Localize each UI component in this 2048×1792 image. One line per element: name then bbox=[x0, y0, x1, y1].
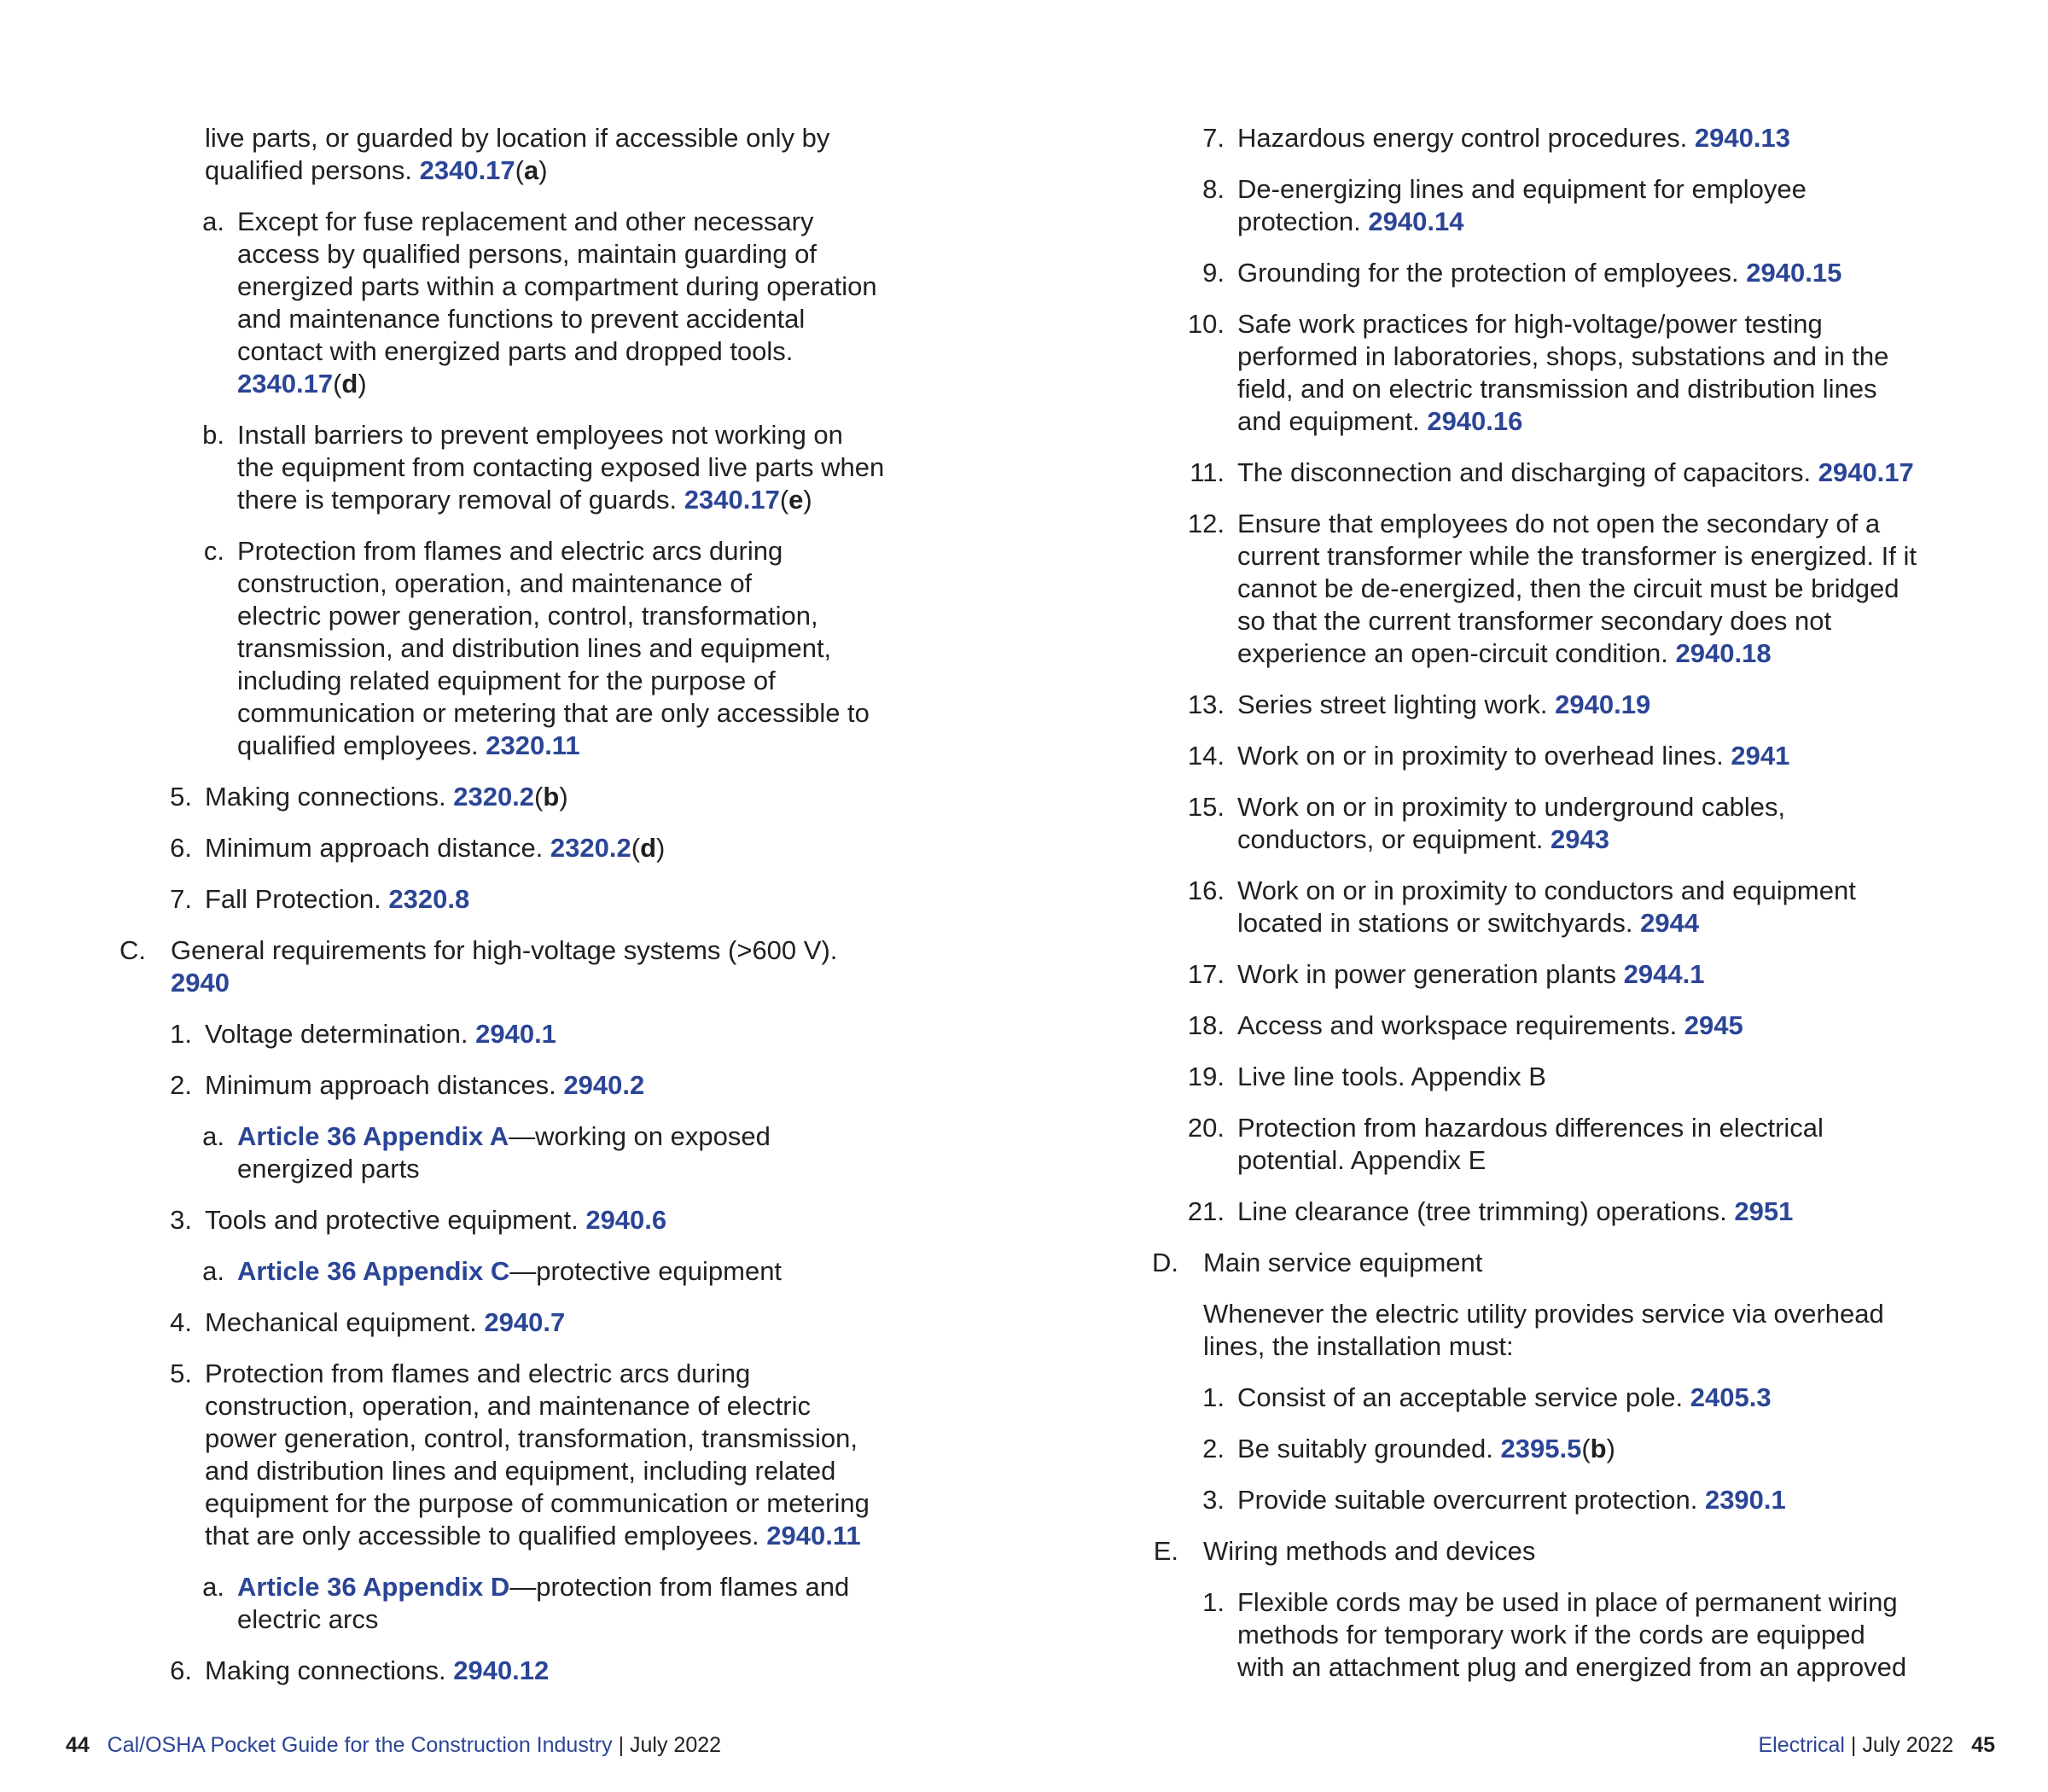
item-marker: 6. bbox=[170, 833, 192, 863]
item-marker: 19. bbox=[1187, 1062, 1225, 1091]
item-marker: a. bbox=[202, 1121, 224, 1151]
item-text: Work in power generation plants bbox=[1237, 959, 1624, 989]
subsection-letter: d bbox=[640, 833, 657, 863]
regulation-reference: 2320.11 bbox=[486, 730, 580, 760]
footer-date: July 2022 bbox=[1862, 1733, 1954, 1757]
item-text: ( bbox=[779, 485, 789, 515]
outline-item bbox=[170, 1306, 909, 1339]
item-text: Minimum approach distance. bbox=[205, 833, 550, 863]
left-page-footer bbox=[66, 1732, 721, 1758]
item-text: ) bbox=[1606, 1434, 1615, 1463]
item-marker: C. bbox=[119, 935, 146, 965]
item-marker: 21. bbox=[1187, 1196, 1225, 1226]
regulation-reference: 2940 bbox=[171, 968, 230, 998]
item-text: The disconnection and discharging of capacitors. bbox=[1237, 457, 1818, 487]
item-text: Grounding for the protection of employees. bbox=[1237, 258, 1747, 288]
item-text: Live line tools. Appendix B bbox=[1237, 1062, 1546, 1091]
item-text: ( bbox=[534, 782, 544, 812]
outline-item bbox=[1152, 1247, 1950, 1279]
item-marker: 2. bbox=[1202, 1434, 1225, 1463]
outline-item bbox=[170, 1204, 909, 1236]
item-marker: b. bbox=[202, 420, 224, 450]
item-text: Main service equipment bbox=[1203, 1248, 1483, 1277]
item-text: —protection from flames and electric arcs bbox=[237, 1572, 850, 1634]
item-text: Protection from flames and electric arcs during construction, operation, and maintenance of electric power generation, control, transformation, transmission, and distribution lines and equipment, including related equipment for the purpose of communication or metering that are only accessible to qualified employees. bbox=[237, 536, 870, 760]
item-text: Making connections. bbox=[205, 782, 454, 812]
regulation-reference: 2340.17 bbox=[684, 485, 780, 515]
regulation-reference: 2320.2 bbox=[453, 782, 535, 812]
item-marker: a. bbox=[202, 1572, 224, 1602]
item-text: Be suitably grounded. bbox=[1237, 1434, 1501, 1463]
item-marker: 16. bbox=[1187, 876, 1225, 905]
outline-item bbox=[1187, 958, 1950, 991]
item-marker: 1. bbox=[1202, 1382, 1225, 1412]
regulation-reference: 2940.13 bbox=[1694, 123, 1790, 153]
outline-item bbox=[202, 419, 909, 516]
item-text: Access and workspace requirements. bbox=[1237, 1010, 1684, 1040]
item-text: Safe work practices for high-voltage/power testing performed in laboratories, shops, substations and in the field, and on electric transmission and distribution lines and equipment. bbox=[1237, 309, 1889, 436]
item-marker: 12. bbox=[1187, 509, 1225, 538]
item-text: Tools and protective equipment. bbox=[205, 1205, 586, 1235]
regulation-reference: 2940.12 bbox=[453, 1655, 550, 1685]
outline-item bbox=[1202, 257, 1950, 289]
outline-item bbox=[1187, 1009, 1950, 1042]
item-text: Making connections. bbox=[205, 1655, 454, 1685]
item-text: Minimum approach distances. bbox=[205, 1070, 564, 1100]
regulation-reference: 2951 bbox=[1734, 1196, 1794, 1226]
regulation-reference: 2940.6 bbox=[585, 1205, 667, 1235]
item-text: Install barriers to prevent employees not working on the equipment from contacting exposed live parts when there is temporary removal of guards. bbox=[237, 420, 885, 515]
item-text: ) bbox=[538, 155, 548, 185]
outline-item bbox=[1187, 1061, 1950, 1093]
item-text: Work on or in proximity to overhead lines. bbox=[1237, 741, 1731, 771]
left-page-number: 44 bbox=[66, 1733, 90, 1757]
item-marker: D. bbox=[1152, 1248, 1178, 1277]
item-marker: 20. bbox=[1187, 1113, 1225, 1143]
outline-item bbox=[202, 1255, 909, 1288]
regulation-reference: Article 36 Appendix D bbox=[237, 1572, 510, 1602]
footer-date: July 2022 bbox=[630, 1733, 722, 1757]
item-text: —protective equipment bbox=[509, 1256, 783, 1286]
outline-item bbox=[202, 206, 909, 400]
item-text: ) bbox=[656, 833, 666, 863]
regulation-reference: 2941 bbox=[1731, 741, 1790, 771]
item-marker: 2. bbox=[170, 1070, 192, 1100]
outline-item bbox=[1202, 1586, 1950, 1684]
subsection-letter: b bbox=[543, 782, 560, 812]
regulation-reference: 2405.3 bbox=[1690, 1382, 1772, 1412]
item-text: Work on or in proximity to conductors and equipment located in stations or switchyards. bbox=[1237, 876, 1856, 938]
regulation-reference: 2940.19 bbox=[1555, 689, 1651, 719]
item-text: Line clearance (tree trimming) operations. bbox=[1237, 1196, 1735, 1226]
outline-item bbox=[1187, 1196, 1950, 1228]
outline-item bbox=[202, 1571, 909, 1636]
item-text: Fall Protection. bbox=[205, 884, 389, 914]
outline-item bbox=[1187, 740, 1950, 772]
section-name: Electrical bbox=[1758, 1733, 1845, 1757]
item-marker: 3. bbox=[170, 1205, 192, 1235]
outline-item bbox=[1202, 122, 1950, 154]
right-page-number: 45 bbox=[1971, 1733, 1995, 1757]
item-marker: 9. bbox=[1202, 258, 1225, 288]
right-page-column bbox=[1152, 122, 1950, 1702]
item-text: Mechanical equipment. bbox=[205, 1307, 485, 1337]
item-marker: a. bbox=[202, 1256, 224, 1286]
right-page-footer bbox=[1758, 1732, 1995, 1758]
regulation-reference: 2940.11 bbox=[766, 1521, 861, 1551]
outline-item bbox=[1187, 308, 1950, 438]
item-marker: 1. bbox=[170, 1019, 192, 1049]
outline-item bbox=[1187, 791, 1950, 856]
item-marker: 5. bbox=[170, 782, 192, 812]
subsection-letter: e bbox=[788, 485, 804, 515]
outline-item bbox=[170, 1018, 909, 1050]
outline-item bbox=[170, 1358, 909, 1552]
outline-item bbox=[170, 781, 909, 813]
item-text: Protection from flames and electric arcs during construction, operation, and maintenance of electric power generation, control, transformation, transmission, and distribution lines and equipment, including related equipment for the purpose of communication or metering that are only accessible to qualified employees. bbox=[205, 1359, 870, 1551]
outline-paragraph bbox=[205, 122, 909, 187]
regulation-reference: 2940.15 bbox=[1746, 258, 1842, 288]
outline-item bbox=[1187, 689, 1950, 721]
regulation-reference: 2390.1 bbox=[1704, 1485, 1786, 1515]
regulation-reference: 2940.17 bbox=[1818, 457, 1914, 487]
regulation-reference: 2395.5 bbox=[1500, 1434, 1582, 1463]
item-text: ( bbox=[515, 155, 524, 185]
item-marker: 11. bbox=[1190, 457, 1225, 487]
item-marker: 17. bbox=[1187, 959, 1225, 989]
item-text: Except for fuse replacement and other necessary access by qualified persons, maintain guarding of energized parts within a compartment during operation and maintenance functions to prevent accidental contact with energized parts and dropped tools. bbox=[237, 207, 877, 366]
outline-item bbox=[1202, 1433, 1950, 1465]
item-text: Voltage determination. bbox=[205, 1019, 476, 1049]
item-text: Consist of an acceptable service pole. bbox=[1237, 1382, 1690, 1412]
item-text: ) bbox=[559, 782, 568, 812]
item-marker: 8. bbox=[1202, 174, 1225, 204]
regulation-reference: 2944.1 bbox=[1623, 959, 1705, 989]
guide-title: Cal/OSHA Pocket Guide for the Construction Industry bbox=[107, 1733, 613, 1757]
item-marker: E. bbox=[1153, 1536, 1178, 1566]
outline-item bbox=[119, 934, 909, 999]
regulation-reference: 2944 bbox=[1640, 908, 1700, 938]
regulation-reference: 2943 bbox=[1551, 824, 1610, 854]
item-text: Series street lighting work. bbox=[1237, 689, 1556, 719]
regulation-reference: 2940.2 bbox=[563, 1070, 645, 1100]
regulation-reference: 2320.2 bbox=[550, 833, 631, 863]
item-text: live parts, or guarded by location if accessible only by qualified persons. bbox=[205, 123, 830, 185]
item-marker: 1. bbox=[1202, 1587, 1225, 1617]
item-marker: 18. bbox=[1187, 1010, 1225, 1040]
item-marker: 5. bbox=[170, 1359, 192, 1388]
outline-item bbox=[1202, 173, 1950, 238]
item-text: —working on exposed energized parts bbox=[237, 1121, 771, 1184]
item-marker: 15. bbox=[1187, 792, 1225, 822]
outline-item bbox=[170, 832, 909, 864]
regulation-reference: 2940.1 bbox=[475, 1019, 556, 1049]
item-text: De-energizing lines and equipment for employee protection. bbox=[1237, 174, 1807, 236]
item-marker: 13. bbox=[1187, 689, 1225, 719]
regulation-reference: 2940.7 bbox=[484, 1307, 566, 1337]
outline-item bbox=[170, 1069, 909, 1102]
regulation-reference: 2340.17 bbox=[237, 369, 334, 399]
outline-item bbox=[170, 1655, 909, 1687]
outline-item bbox=[1187, 875, 1950, 940]
item-text: ( bbox=[333, 369, 342, 399]
footer-separator: | bbox=[1850, 1733, 1857, 1757]
regulation-reference: 2320.8 bbox=[388, 884, 470, 914]
item-marker: 10. bbox=[1187, 309, 1225, 339]
item-marker: 3. bbox=[1202, 1485, 1225, 1515]
item-text: Protection from hazardous differences in electrical potential. Appendix E bbox=[1237, 1113, 1824, 1175]
item-text: Wiring methods and devices bbox=[1203, 1536, 1536, 1566]
outline-item bbox=[1187, 1112, 1950, 1177]
outline-item bbox=[170, 883, 909, 916]
regulation-reference: Article 36 Appendix A bbox=[237, 1121, 509, 1151]
outline-item bbox=[1202, 1382, 1950, 1414]
outline-item bbox=[1153, 1535, 1950, 1568]
regulation-reference: 2340.17 bbox=[419, 155, 515, 185]
item-marker: 6. bbox=[170, 1655, 192, 1685]
item-marker: 4. bbox=[170, 1307, 192, 1337]
regulation-reference: 2940.18 bbox=[1675, 638, 1772, 668]
item-text: General requirements for high-voltage systems (>600 V). bbox=[171, 935, 838, 965]
item-text: ( bbox=[1581, 1434, 1591, 1463]
left-page-column bbox=[119, 122, 909, 1706]
item-text: Work on or in proximity to underground cables, conductors, or equipment. bbox=[1237, 792, 1786, 854]
outline-item bbox=[1190, 457, 1950, 489]
regulation-reference: 2945 bbox=[1684, 1010, 1743, 1040]
item-marker: a. bbox=[202, 207, 224, 236]
item-text: Ensure that employees do not open the secondary of a current transformer while the transformer is energized. If it cannot be de-energized, then the circuit must be bridged so that the current transformer secondary does not experience an open-circuit condition. bbox=[1237, 509, 1917, 668]
outline-item bbox=[203, 535, 909, 762]
item-marker: 7. bbox=[1202, 123, 1225, 153]
item-text: Provide suitable overcurrent protection. bbox=[1237, 1485, 1705, 1515]
outline-item bbox=[1202, 1484, 1950, 1516]
item-marker: 7. bbox=[170, 884, 192, 914]
regulation-reference: Article 36 Appendix C bbox=[237, 1256, 510, 1286]
outline-paragraph bbox=[1203, 1298, 1950, 1363]
subsection-letter: a bbox=[524, 155, 539, 185]
footer-separator: | bbox=[618, 1733, 625, 1757]
item-text: Whenever the electric utility provides service via overhead lines, the installation must: bbox=[1203, 1299, 1884, 1361]
item-text: ( bbox=[631, 833, 641, 863]
item-text: Hazardous energy control procedures. bbox=[1237, 123, 1695, 153]
subsection-letter: d bbox=[341, 369, 358, 399]
outline-item bbox=[1187, 508, 1950, 670]
item-text: ) bbox=[358, 369, 367, 399]
item-text: Flexible cords may be used in place of permanent wiring methods for temporary work if the cords are equipped with an attachment plug and energized from an approved bbox=[1237, 1587, 1907, 1682]
item-marker: 14. bbox=[1187, 741, 1225, 771]
item-text: ) bbox=[803, 485, 812, 515]
regulation-reference: 2940.16 bbox=[1427, 406, 1523, 436]
outline-item bbox=[202, 1120, 909, 1185]
subsection-letter: b bbox=[1590, 1434, 1607, 1463]
item-marker: c. bbox=[203, 536, 224, 566]
regulation-reference: 2940.14 bbox=[1368, 207, 1464, 236]
